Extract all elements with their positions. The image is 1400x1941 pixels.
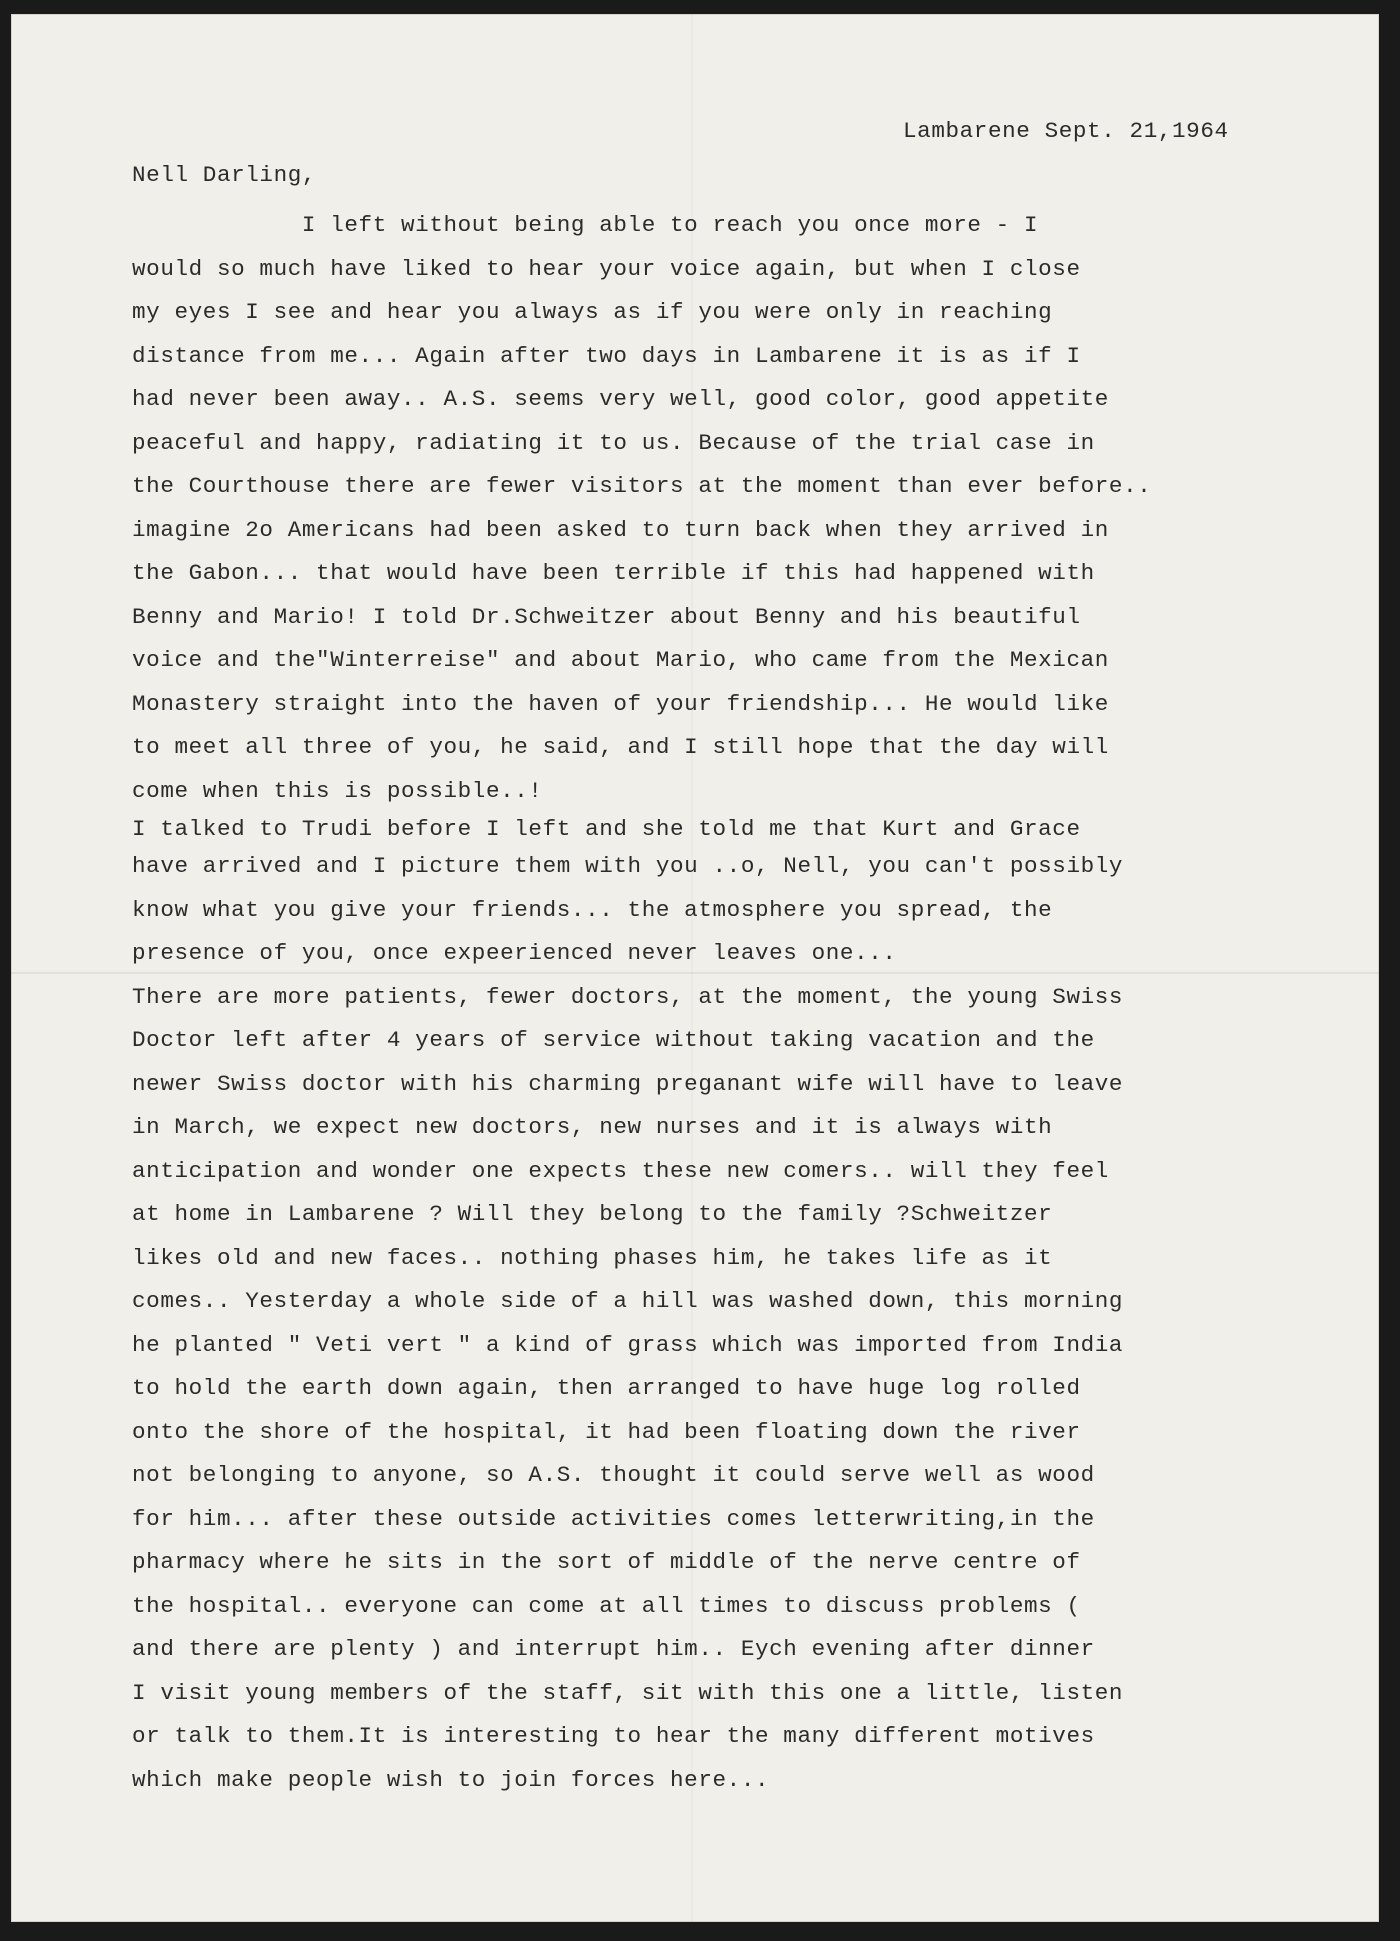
letter-line: onto the shore of the hospital, it had been floating down the river	[132, 1418, 1081, 1445]
letter-line: the Gabon... that would have been terrible if this had happened with	[132, 560, 1095, 586]
letter-line: Monastery straight into the haven of your friendship... He would like	[132, 690, 1109, 717]
letter-line: pharmacy where he sits in the sort of middle of the nerve centre of	[132, 1549, 1081, 1575]
letter-line: for him... after these outside activities comes letterwriting,in the	[132, 1505, 1095, 1532]
letter-line: comes.. Yesterday a whole side of a hill was washed down, this morning	[132, 1288, 1124, 1314]
letter-line: would so much have liked to hear your voice again, but when I close	[132, 255, 1081, 282]
letter-line: he planted " Veti vert " a kind of grass which was imported from India	[132, 1331, 1124, 1358]
letter-line: the hospital.. everyone can come at all times to discuss problems (	[132, 1592, 1081, 1619]
letter-line: come when this is possible..!	[132, 777, 543, 804]
letter-line: at home in Lambarene ? Will they belong to the family ?Schweitzer	[132, 1201, 1053, 1227]
letter-page	[11, 14, 1379, 1922]
letter-line: peaceful and happy, radiating it to us. Because of the trial case in	[132, 429, 1095, 456]
letter-line: likes old and new faces.. nothing phases him, he takes life as it	[132, 1244, 1053, 1271]
letter-line: Benny and Mario! I told Dr.Schweitzer about Benny and his beautiful	[132, 603, 1081, 630]
letter-line: imagine 2o Americans had been asked to turn back when they arrived in	[132, 516, 1109, 543]
letter-line: know what you give your friends... the atmosphere you spread, the	[132, 896, 1053, 923]
letter-line: had never been away.. A.S. seems very well, good color, good appetite	[132, 386, 1109, 412]
letter-line: to hold the earth down again, then arranged to have huge log rolled	[132, 1375, 1081, 1401]
letter-line: or talk to them.It is interesting to hear the many different motives	[132, 1723, 1095, 1749]
letter-line: newer Swiss doctor with his charming preganant wife will have to leave	[132, 1070, 1124, 1097]
letter-line: not belonging to anyone, so A.S. thought it could serve well as wood	[132, 1462, 1095, 1488]
letter-line: There are more patients, fewer doctors, at the moment, the young Swiss	[132, 983, 1124, 1010]
letter-line: presence of you, once expeerienced never leaves one...	[132, 940, 897, 966]
letter-dateline: Lambarene Sept. 21,1964	[903, 118, 1229, 144]
letter-line: in March, we expect new doctors, new nurses and it is always with	[132, 1114, 1053, 1140]
letter-line: voice and the"Winterreise" and about Mario, who came from the Mexican	[132, 647, 1109, 673]
letter-salutation: Nell Darling,	[132, 162, 317, 188]
letter-line: I talked to Trudi before I left and she told me that Kurt and Grace	[132, 816, 1081, 842]
letter-line: distance from me... Again after two days in Lambarene it is as if I	[132, 342, 1081, 369]
letter-line: I visit young members of the staff, sit with this one a little, listen	[132, 1679, 1124, 1706]
letter-body	[132, 204, 1151, 1802]
letter-line: my eyes I see and hear you always as if you were only in reaching	[132, 299, 1053, 325]
letter-line: I left without being able to reach you once more - I	[132, 212, 1039, 238]
letter-line: and there are plenty ) and interrupt him.. Eych evening after dinner	[132, 1636, 1095, 1662]
letter-line: Doctor left after 4 years of service without taking vacation and the	[132, 1027, 1095, 1053]
letter-line: the Courthouse there are fewer visitors at the moment than ever before..	[132, 473, 1152, 499]
letter-line: to meet all three of you, he said, and I still hope that the day will	[132, 734, 1109, 760]
letter-line: anticipation and wonder one expects these new comers.. will they feel	[132, 1157, 1109, 1184]
letter-line: have arrived and I picture them with you ..o, Nell, you can't possibly	[132, 853, 1124, 879]
letter-line: which make people wish to join forces here...	[132, 1766, 770, 1793]
